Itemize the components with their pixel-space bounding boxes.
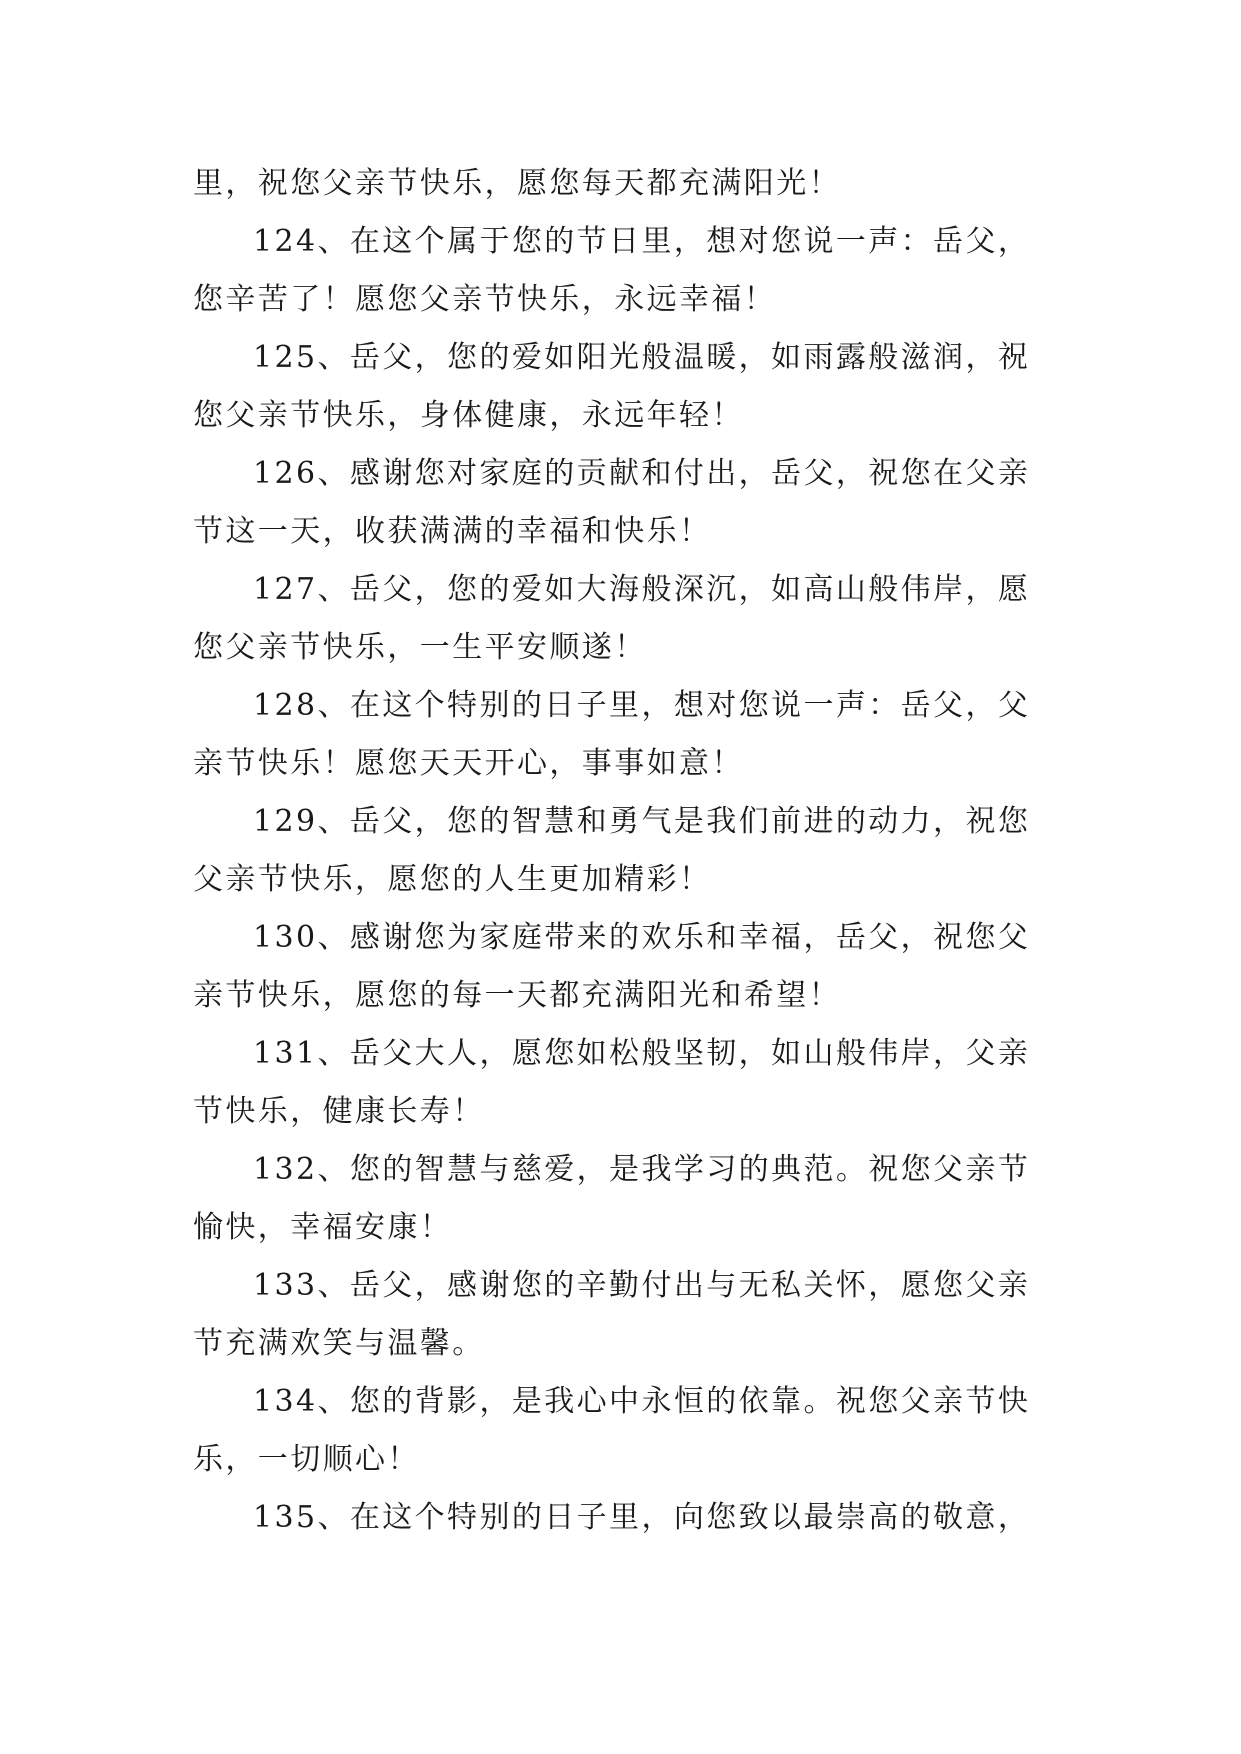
text-line: 126、感谢您对家庭的贡献和付出，岳父，祝您在父亲 <box>253 456 1031 491</box>
text-line: 125、岳父，您的爱如阳光般温暖，如雨露般滋润，祝 <box>253 340 1031 375</box>
text-line: 您父亲节快乐，身体健康，永远年轻！ <box>193 398 744 433</box>
text-line: 133、岳父，感谢您的辛勤付出与无私关怀，愿您父亲 <box>253 1268 1031 1303</box>
text-line: 129、岳父，您的智慧和勇气是我们前进的动力，祝您 <box>253 804 1031 839</box>
text-line: 节这一天，收获满满的幸福和快乐！ <box>193 514 712 549</box>
text-line: 130、感谢您为家庭带来的欢乐和幸福，岳父，祝您父 <box>253 920 1031 955</box>
text-line: 里，祝您父亲节快乐，愿您每天都充满阳光！ <box>193 166 841 201</box>
text-line: 乐，一切顺心！ <box>193 1442 420 1477</box>
text-line: 124、在这个属于您的节日里，想对您说一声：岳父， <box>253 224 1031 259</box>
text-line: 愉快，幸福安康！ <box>193 1210 453 1245</box>
text-line: 亲节快乐！愿您天天开心，事事如意！ <box>193 746 744 781</box>
text-line: 135、在这个特别的日子里，向您致以最崇高的敬意， <box>253 1500 1031 1535</box>
text-line: 您辛苦了！愿您父亲节快乐，永远幸福！ <box>193 282 777 317</box>
text-line: 节快乐，健康长寿！ <box>193 1094 485 1129</box>
text-line: 您父亲节快乐，一生平安顺遂！ <box>193 630 647 665</box>
text-line: 父亲节快乐，愿您的人生更加精彩！ <box>193 862 712 897</box>
text-line: 节充满欢笑与温馨。 <box>193 1326 485 1361</box>
document-body <box>193 155 1063 1547</box>
text-line: 127、岳父，您的爱如大海般深沉，如高山般伟岸，愿 <box>253 572 1031 607</box>
text-line: 亲节快乐，愿您的每一天都充满阳光和希望！ <box>193 978 841 1013</box>
text-line: 131、岳父大人，愿您如松般坚韧，如山般伟岸，父亲 <box>253 1036 1031 1071</box>
text-line: 132、您的智慧与慈爱，是我学习的典范。祝您父亲节 <box>253 1152 1031 1187</box>
text-line: 134、您的背影，是我心中永恒的依靠。祝您父亲节快 <box>253 1384 1031 1419</box>
text-line: 128、在这个特别的日子里，想对您说一声：岳父，父 <box>253 688 1031 723</box>
